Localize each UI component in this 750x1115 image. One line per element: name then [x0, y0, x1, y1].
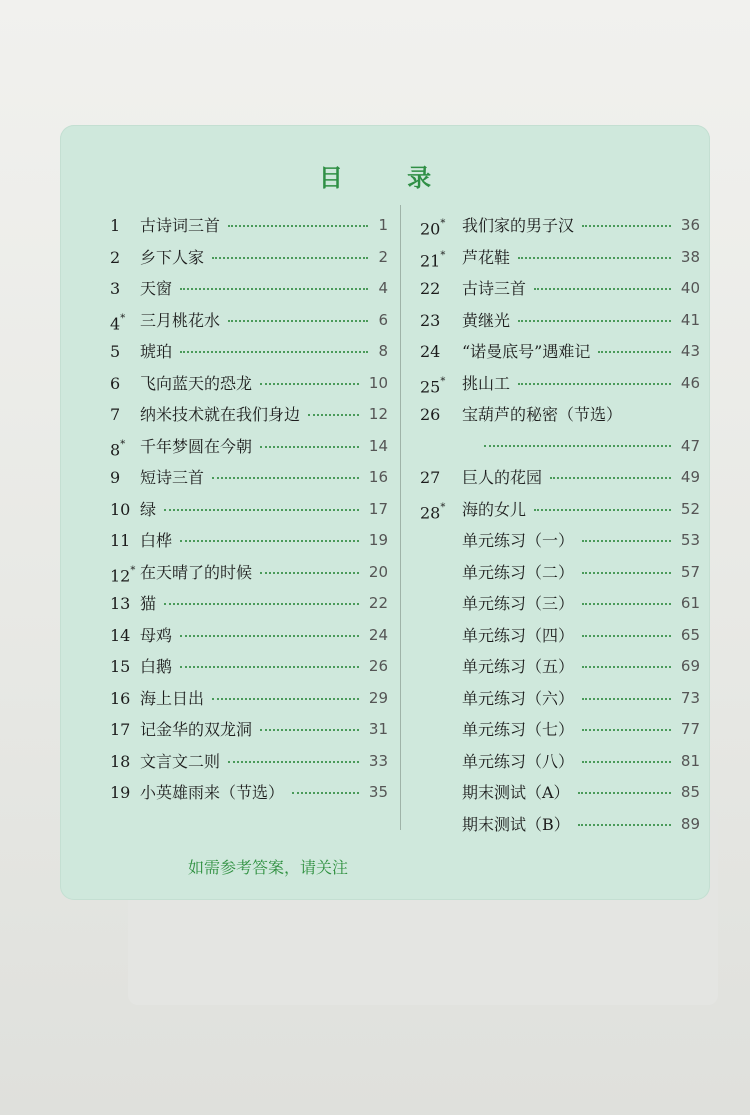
toc-entry-title: 期末测试（A） — [462, 783, 570, 802]
toc-entry — [110, 494, 388, 526]
toc-entry-page: 52 — [680, 499, 700, 518]
toc-entry-number: 5 — [110, 342, 121, 361]
toc-entry-page: 6 — [378, 310, 388, 329]
toc-entry-page: 12 — [368, 405, 388, 423]
toc-entry-page: 57 — [680, 562, 700, 581]
dot-leader — [212, 477, 359, 479]
toc-entry-number: 2 — [110, 247, 121, 267]
dot-leader — [582, 540, 671, 542]
dot-leader — [212, 698, 359, 700]
toc-entry-page: 24 — [368, 625, 388, 644]
toc-entry-page: 85 — [680, 783, 700, 801]
toc-entry-page: 81 — [680, 751, 700, 770]
dot-leader — [292, 792, 359, 794]
toc-entry-number: 12* — [110, 564, 136, 585]
toc-entry-title: 我们家的男子汉 — [462, 216, 575, 235]
toc-entry-page: 73 — [680, 688, 700, 707]
toc-entry-title: 单元练习（一） — [462, 531, 575, 550]
toc-entry-number: 19 — [110, 783, 131, 802]
dot-leader — [518, 257, 671, 259]
toc-entry — [110, 273, 388, 305]
dot-leader — [518, 383, 671, 385]
toc-entry-number: 1 — [110, 216, 121, 235]
dot-leader — [260, 446, 359, 448]
dot-leader — [260, 572, 359, 574]
toc-entry-title: 单元练习（二） — [462, 562, 575, 582]
toc-entry-page: 69 — [680, 657, 700, 675]
dot-leader — [582, 666, 671, 668]
toc-entry-title: 古诗词三首 — [140, 216, 221, 235]
toc-right-column — [418, 210, 700, 840]
toc-entry — [418, 651, 700, 683]
dot-leader — [484, 445, 671, 447]
toc-entry — [110, 714, 388, 746]
dot-leader — [228, 320, 368, 322]
toc-entry — [418, 714, 700, 746]
dot-leader — [598, 351, 671, 353]
toc-entry-title: 单元练习（七） — [462, 720, 575, 739]
toc-entry-page: 20 — [368, 562, 388, 581]
dot-leader — [518, 320, 671, 322]
dot-leader — [260, 729, 359, 731]
toc-entry — [110, 620, 388, 652]
toc-entry — [418, 588, 700, 620]
toc-entry — [110, 651, 388, 683]
dot-leader — [228, 225, 368, 227]
toc-entry-page: 77 — [680, 720, 700, 738]
toc-entry-page: 19 — [368, 531, 388, 549]
toc-entry-number: 7 — [110, 405, 121, 424]
toc-entry-number: 13 — [110, 594, 131, 613]
dot-leader — [534, 288, 671, 290]
toc-entry-number: 15 — [110, 657, 131, 676]
toc-entry-page: 4 — [378, 279, 388, 297]
toc-entry-page: 36 — [680, 216, 700, 234]
toc-entry-title: “诺曼底号”遇难记 — [462, 342, 591, 361]
toc-entry-title: 母鸡 — [140, 625, 173, 645]
toc-entry-title: 单元练习（六） — [462, 688, 575, 708]
toc-entry — [110, 746, 388, 778]
toc-entry-title: 纳米技术就在我们身边 — [140, 405, 301, 424]
dot-leader — [534, 509, 671, 511]
dot-leader — [308, 414, 359, 416]
toc-entry-title: 在天晴了的时候 — [140, 562, 253, 582]
toc-entry-title: 单元练习（三） — [462, 594, 575, 613]
dot-leader — [582, 729, 671, 731]
dot-leader — [180, 351, 368, 353]
toc-entry — [110, 210, 388, 242]
toc-entry-page: 29 — [368, 688, 388, 707]
toc-entry-title: 乡下人家 — [140, 247, 205, 267]
toc-entry-number: 16 — [110, 688, 131, 708]
toc-entry-page: 38 — [680, 247, 700, 266]
toc-entry-title: 古诗三首 — [462, 279, 527, 298]
toc-entry-number: 9 — [110, 468, 121, 487]
toc-entry-number: 21* — [420, 249, 446, 270]
toc-entry — [418, 557, 700, 589]
toc-entry-page: 89 — [680, 814, 700, 833]
toc-entry — [110, 777, 388, 809]
column-divider — [400, 205, 401, 830]
toc-entry-title: 单元练习（五） — [462, 657, 575, 676]
toc-entry — [110, 557, 388, 589]
toc-entry — [110, 336, 388, 368]
toc-entry — [110, 399, 388, 431]
toc-entry-page: 17 — [368, 499, 388, 518]
toc-entry-title: 琥珀 — [140, 342, 173, 361]
dot-leader — [582, 698, 671, 700]
toc-entry — [418, 210, 700, 242]
dot-leader — [180, 635, 359, 637]
dot-leader — [578, 824, 671, 826]
toc-entry-title: 白鹅 — [140, 657, 173, 676]
toc-entry — [418, 242, 700, 274]
toc-entry-number: 3 — [110, 279, 121, 298]
toc-entry-title: 三月桃花水 — [140, 310, 221, 330]
toc-entry-title: 猫 — [140, 594, 157, 613]
toc-entry-page: 46 — [680, 373, 700, 392]
toc-entry-number: 14 — [110, 625, 131, 645]
toc-entry-page: 43 — [680, 342, 700, 360]
toc-entry-title: 宝葫芦的秘密（节选） — [462, 405, 623, 424]
footer-note: 如需参考答案，请关注 — [188, 858, 349, 877]
toc-entry-page: 10 — [368, 373, 388, 392]
toc-entry-number: 27 — [420, 468, 441, 487]
toc-entry — [418, 273, 700, 305]
toc-entry — [418, 368, 700, 400]
toc-entry — [110, 683, 388, 715]
toc-entry-page: 22 — [368, 594, 388, 612]
toc-entry-page: 26 — [368, 657, 388, 675]
dot-leader — [582, 225, 671, 227]
toc-entry-page: 53 — [680, 531, 700, 549]
toc-left-column — [110, 210, 388, 809]
toc-entry-page: 40 — [680, 279, 700, 297]
toc-entry-page: 49 — [680, 468, 700, 486]
dot-leader — [582, 635, 671, 637]
toc-entry — [110, 462, 388, 494]
toc-entry-page: 16 — [368, 468, 388, 486]
toc-entry-page: 61 — [680, 594, 700, 612]
page-title: 目 录 — [318, 164, 460, 192]
toc-entry-title: 绿 — [140, 499, 157, 519]
toc-entry-page: 35 — [368, 783, 388, 801]
toc-entry — [418, 305, 700, 337]
dot-leader — [180, 288, 368, 290]
toc-entry — [418, 746, 700, 778]
dot-leader — [212, 257, 368, 259]
toc-entry-title: 挑山工 — [462, 373, 511, 393]
toc-entry — [418, 462, 700, 494]
toc-entry-number: 8* — [110, 438, 126, 459]
dot-leader — [550, 477, 671, 479]
toc-entry — [418, 336, 700, 368]
dot-leader — [164, 603, 359, 605]
toc-entry-number: 26 — [420, 405, 441, 424]
dot-leader — [582, 761, 671, 763]
toc-entry-title: 记金华的双龙洞 — [140, 720, 253, 739]
toc-entry-page: 1 — [378, 216, 388, 234]
toc-entry-page: 65 — [680, 625, 700, 644]
dot-leader — [180, 666, 359, 668]
toc-entry — [110, 305, 388, 337]
toc-entry — [418, 683, 700, 715]
toc-entry — [418, 399, 700, 462]
toc-entry-number: 22 — [420, 279, 441, 298]
dot-leader — [260, 383, 359, 385]
toc-entry-title: 白桦 — [140, 531, 173, 550]
toc-entry-number: 25* — [420, 375, 446, 396]
toc-entry-title: 文言文二则 — [140, 751, 221, 771]
toc-entry-title: 海的女儿 — [462, 499, 527, 519]
toc-entry — [418, 525, 700, 557]
dot-leader — [578, 792, 671, 794]
toc-entry-number: 20* — [420, 218, 446, 239]
toc-entry-title: 黄继光 — [462, 310, 511, 330]
toc-entry-title: 千年梦圆在今朝 — [140, 436, 253, 456]
toc-entry-page: 47 — [680, 436, 700, 455]
toc-entry-title: 小英雄雨来（节选） — [140, 783, 285, 802]
toc-entry — [110, 368, 388, 400]
toc-entry-title: 飞向蓝天的恐龙 — [140, 373, 253, 393]
toc-entry-number: 6 — [110, 373, 121, 393]
toc-entry-number: 24 — [420, 342, 441, 361]
toc-entry-title: 天窗 — [140, 279, 173, 298]
toc-entry-title: 巨人的花园 — [462, 468, 543, 487]
dot-leader — [582, 603, 671, 605]
toc-entry — [110, 588, 388, 620]
toc-entry-number: 28* — [420, 501, 446, 522]
toc-entry-number: 17 — [110, 720, 131, 739]
toc-entry-page: 41 — [680, 310, 700, 329]
toc-entry-number: 23 — [420, 310, 441, 330]
toc-entry-number: 18 — [110, 751, 131, 771]
toc-entry — [418, 809, 700, 841]
toc-entry-page: 31 — [368, 720, 388, 738]
toc-entry-title: 单元练习（四） — [462, 625, 575, 645]
toc-entry-title: 期末测试（B） — [462, 814, 570, 834]
dot-leader — [164, 509, 359, 511]
toc-entry-page: 14 — [368, 436, 388, 455]
toc-entry-page: 8 — [378, 342, 388, 360]
dot-leader — [582, 572, 671, 574]
toc-entry — [418, 494, 700, 526]
dot-leader — [180, 540, 359, 542]
toc-entry-number: 11 — [110, 531, 131, 550]
toc-entry-title: 短诗三首 — [140, 468, 205, 487]
toc-entry-title: 海上日出 — [140, 688, 205, 708]
toc-entry-page: 2 — [378, 247, 388, 266]
toc-entry — [110, 242, 388, 274]
toc-entry — [110, 431, 388, 463]
toc-entry — [110, 525, 388, 557]
toc-entry-title: 芦花鞋 — [462, 247, 511, 267]
dot-leader — [228, 761, 359, 763]
toc-entry-number: 10 — [110, 499, 131, 519]
toc-entry — [418, 620, 700, 652]
toc-entry-number: 4* — [110, 312, 126, 333]
toc-entry-title: 单元练习（八） — [462, 751, 575, 771]
toc-entry-page: 33 — [368, 751, 388, 770]
toc-entry — [418, 777, 700, 809]
